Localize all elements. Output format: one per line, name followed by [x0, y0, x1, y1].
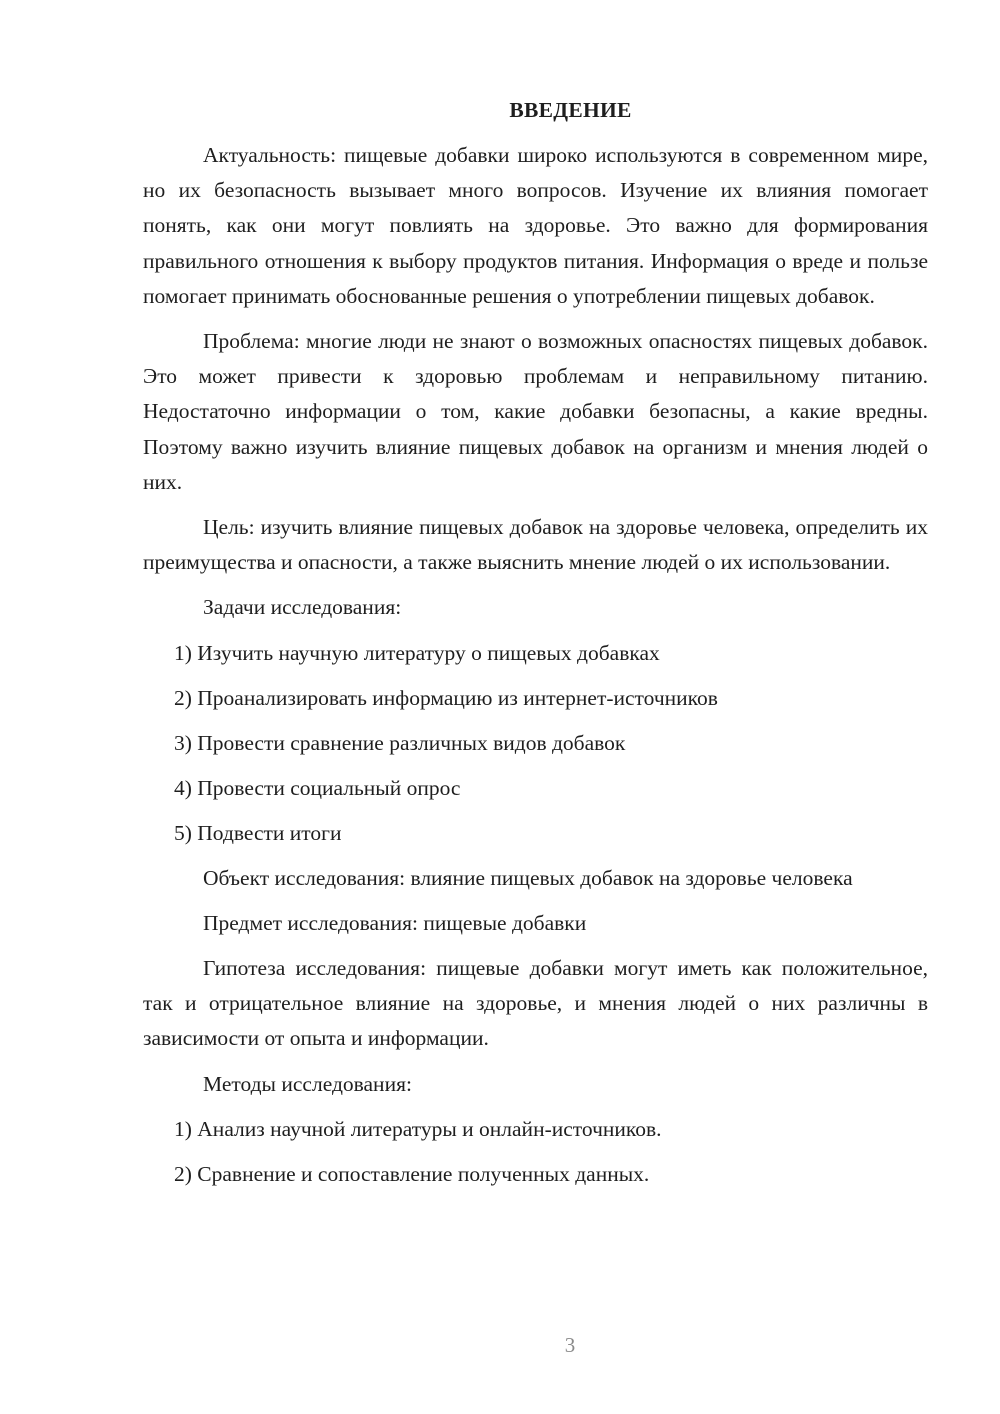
- method-item: 1) Анализ научной литературы и онлайн-источников.: [174, 1116, 662, 1141]
- tasks-heading: Задачи исследования:: [203, 595, 402, 620]
- paragraph-hypothesis: Гипотеза исследования: пищевые добавки могут иметь как положительное, так и отрицательное влияние на здоровье, и мнения людей о них различны в зависимости от опыта и информации.: [143, 956, 928, 1051]
- page-number: 3: [564, 1333, 576, 1357]
- methods-heading: Методы исследования:: [203, 1071, 412, 1096]
- paragraph-relevance: Актуальность: пищевые добавки широко используются в современном мире, но их безопасность вызывает много вопросов. Изучение их влияния помогает понять, как они могут повлиять на здоровье. Это важно для формирования правильного отношения к выбору продуктов питания. Информация о вреде и пользе помогает принимать обоснованные решения о употреблении пищевых добавок.: [143, 143, 928, 308]
- section-title: ВВЕДЕНИЕ: [509, 98, 632, 122]
- task-item: 2) Проанализировать информацию из интернет-источников: [174, 685, 718, 710]
- task-item: 1) Изучить научную литературу о пищевых добавках: [174, 640, 660, 665]
- paragraph-goal: Цель: изучить влияние пищевых добавок на здоровье человека, определить их преимущества и опасности, а также выяснить мнение людей о их использовании.: [143, 515, 928, 575]
- task-item: 5) Подвести итоги: [174, 820, 342, 845]
- paragraph-subject: Предмет исследования: пищевые добавки: [203, 910, 587, 935]
- task-item: 4) Провести социальный опрос: [174, 775, 461, 800]
- page-content: [143, 94, 928, 1192]
- method-item: 2) Сравнение и сопоставление полученных данных.: [174, 1161, 650, 1186]
- paragraph-object: Объект исследования: влияние пищевых добавок на здоровье человека: [203, 865, 853, 890]
- task-item: 3) Провести сравнение различных видов добавок: [174, 730, 626, 755]
- paragraph-problem: Проблема: многие люди не знают о возможных опасностях пищевых добавок. Это может привести к здоровью проблемам и неправильному питанию. Недостаточно информации о том, какие добавки безопасны, а какие вредны. Поэтому важно изучить влияние пищевых добавок на организм и мнения людей о них.: [143, 329, 928, 494]
